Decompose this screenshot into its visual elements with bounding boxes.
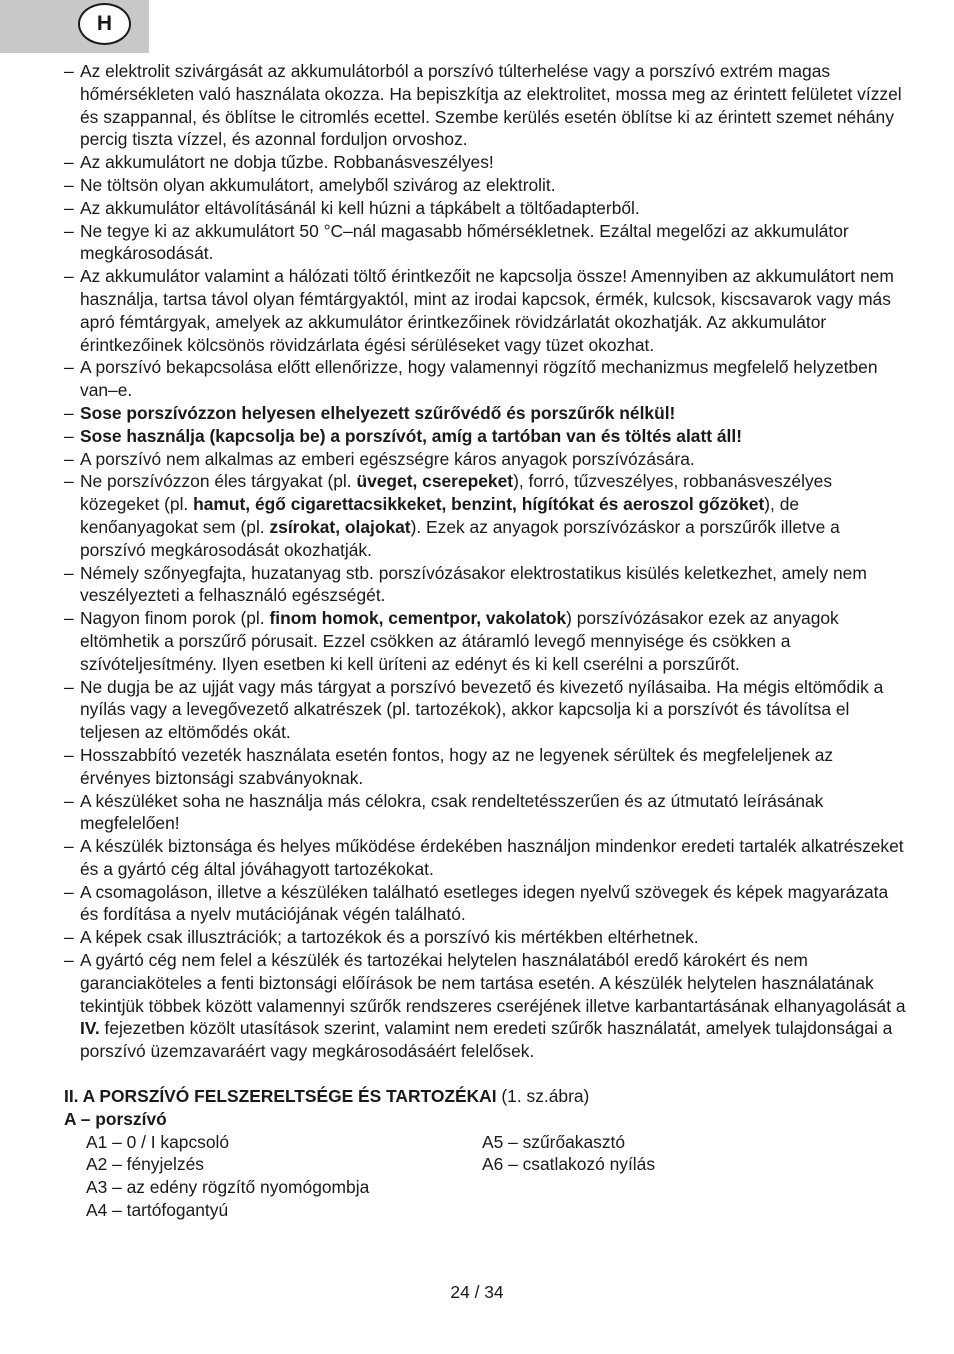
bold-text: finom homok, cementpor, vakolatok	[269, 608, 567, 629]
safety-instructions-list	[64, 60, 906, 1063]
list-item	[64, 744, 906, 790]
list-item	[64, 220, 906, 266]
text-segment: Ne dugja be az ujját vagy más tárgyat a porszívó bevezető és kivezető nyílásaiba. Ha mégis eltömődik a nyílás vagy a levegővezető alkatrészek (pl. tartozékok), akkor kapcsolja ki a porszívót és távolítsa el teljesen az eltömődés okát.	[80, 676, 884, 743]
list-item	[64, 174, 906, 197]
list-item	[64, 402, 906, 425]
list-item	[64, 60, 906, 151]
list-item	[64, 676, 906, 744]
list-item	[64, 607, 906, 675]
list-item	[64, 151, 906, 174]
text-segment: A készülék biztonsága és helyes működése érdekében használjon mindenkor eredeti tartalék alkatrészeket és a gyártó cég által jóváhagyott tartozékokat.	[80, 836, 904, 879]
section-heading-title: II. A PORSZÍVÓ FELSZERELTSÉGE ÉS TARTOZÉKAI	[64, 1086, 497, 1107]
part-item: A3 – az edény rögzítő nyomógombja	[86, 1177, 370, 1198]
text-segment: Az elektrolit szivárgását az akkumulátorból a porszívó túlterhelése vagy a porszívó extrém magas hőmérsékleten való használata okozza. Ha bepiszkítja az elektrolitet, mossa meg az érintett felületet vízzel és szappannal, és öblítse le citromlés ecettel. Szembe kerülés esetén öblítse ki az érintett szemet néhány percig tiszta vízzel, és azonnal forduljon orvoshoz.	[80, 61, 902, 150]
text-segment: A porszívó bekapcsolása előtt ellenőrizze, hogy valamennyi rögzítő mechanizmus megfelelő helyzetben van–e.	[80, 357, 878, 401]
text-segment: A képek csak illusztrációk; a tartozékok és a porszívó kis mértékben eltérhetnek.	[80, 927, 699, 948]
part-item: A6 – csatlakozó nyílás	[482, 1154, 656, 1175]
text-segment: Az akkumulátort ne dobja tűzbe. Robbanásveszélyes!	[80, 152, 494, 173]
list-item	[64, 790, 906, 836]
part-item: A5 – szűrőakasztó	[482, 1131, 626, 1152]
text-segment: Ne töltsön olyan akkumulátort, amelyből szivárog az elektrolit.	[80, 174, 556, 195]
text-segment: A csomagoláson, illetve a készüléken található esetleges idegen nyelvű szövegek és képek magyarázata és fordítása a nyelv mutációjának végén található.	[80, 881, 889, 925]
list-item	[64, 356, 906, 402]
text-segment: fejezetben közölt utasítások szerint, valamint nem eredeti szűrők használatát, amelyek tulajdonságai a porszívó üzemzavaráért vagy megkárosodásáért felelősek.	[80, 1018, 893, 1062]
list-item	[64, 197, 906, 220]
list-item	[64, 425, 906, 448]
page-content	[64, 60, 906, 1222]
list-item	[64, 881, 906, 927]
list-item	[64, 562, 906, 608]
bold-text: IV.	[80, 1018, 100, 1039]
language-tab	[0, 0, 149, 53]
section-heading-note: (1. sz.ábra)	[496, 1086, 590, 1107]
text-segment: Hosszabbító vezeték használata esetén fontos, hogy az ne legyenek sérültek és megfeleljenek az érvényes biztonsági szabványoknak.	[80, 744, 834, 788]
text-segment: ) porszívózásakor ezek az anyagok eltömhetik a porszűrő pórusait. Ezzel csökken az átáramló levegő mennyisége és csökken a szívóteljesítmény. Ilyen esetben ki kell üríteni az edényt és ki kell cserélni a porszűrőt.	[80, 608, 839, 674]
text-segment: ). Ezek az anyagok porszívózáskor a porszűrők illetve a porszívó megkárosodását okozhatják.	[80, 516, 840, 560]
bold-text: hamut, égő cigarettacsikkeket, benzint, hígítókat és aeroszol gőzöket	[193, 494, 765, 515]
part-item: A1 – 0 / I kapcsoló	[86, 1131, 230, 1152]
list-item	[64, 265, 906, 356]
bold-text: Sose használja (kapcsolja be) a porszívót, amíg a tartóban van és töltés alatt áll!	[80, 425, 743, 446]
section-heading	[64, 1085, 906, 1108]
text-segment: Némely szőnyegfajta, huzatanyag stb. porszívózásakor elektrostatikus kisülés keletkezhet, amely nem veszélyezteti a felhasználó egészségét.	[80, 562, 867, 606]
section-equipment	[64, 1085, 906, 1222]
text-segment: A porszívó nem alkalmas az emberi egészségre káros anyagok porszívózására.	[80, 448, 695, 469]
section-subheading: A – porszívó	[64, 1108, 167, 1129]
list-item	[64, 448, 906, 471]
text-segment: A gyártó cég nem felel a készülék és tartozékai helytelen használatából eredő károkért és nem garanciaköteles a fenti biztonsági előírások be nem tartása esetén. A készülék helytelen használatának tekintjük többek között valamennyi szűrők rendszeres cseréjének illetve karbantartásának elhanyagolását a	[80, 950, 906, 1016]
part-item: A4 – tartófogantyú	[86, 1200, 229, 1221]
list-item	[64, 470, 906, 561]
text-segment: Az akkumulátor valamint a hálózati töltő érintkezőit ne kapcsolja össze! Amennyiben az akkumulátort nem használja, tartsa távol olyan fémtárgyaktól, mint az irodai kapcsok, érmék, kulcsok, kiscsavarok vagy más apró fémtárgyak, amelyek az akkumulátor érintkezőinek rövidzárlatát okozhatják. Az akkumulátor érintkezőinek kölcsönös rövidzárlata égési sérüléseket vagy tüzet okozhat.	[80, 266, 894, 355]
page-number: 24 / 34	[450, 1282, 504, 1302]
language-badge	[78, 3, 131, 45]
text-segment: Az akkumulátor eltávolításánál ki kell húzni a tápkábelt a töltőadapterből.	[80, 197, 640, 218]
language-code: H	[96, 12, 113, 35]
list-item	[64, 926, 906, 949]
bold-text: zsírokat, olajokat	[269, 516, 411, 537]
text-segment: ), forró, tűzveszélyes, robbanásveszélyes közegeket (pl.	[80, 471, 833, 515]
list-item	[64, 835, 906, 881]
text-segment: Ne tegye ki az akkumulátort 50 °C–nál magasabb hőmérsékletnek. Ezáltal megelőzi az akkumulátor megkárosodását.	[80, 220, 849, 264]
text-segment: Nagyon finom porok (pl.	[80, 608, 270, 629]
text-segment: Ne porszívózzon éles tárgyakat (pl.	[80, 471, 357, 492]
bold-text: üveget, cserepeket	[356, 471, 514, 492]
list-item	[64, 949, 906, 1063]
part-item	[482, 1176, 782, 1199]
part-item: A2 – fényjelzés	[86, 1154, 204, 1175]
text-segment: ), de kenőanyagokat sem (pl.	[80, 494, 800, 537]
text-segment: A készüléket soha ne használja más célokra, csak rendeltetésszerűen és az útmutató leírásának megfelelően!	[80, 790, 824, 834]
part-item	[482, 1199, 782, 1222]
parts-list	[64, 1131, 906, 1222]
bold-text: Sose porszívózzon helyesen elhelyezett szűrővédő és porszűrők nélkül!	[80, 402, 676, 423]
